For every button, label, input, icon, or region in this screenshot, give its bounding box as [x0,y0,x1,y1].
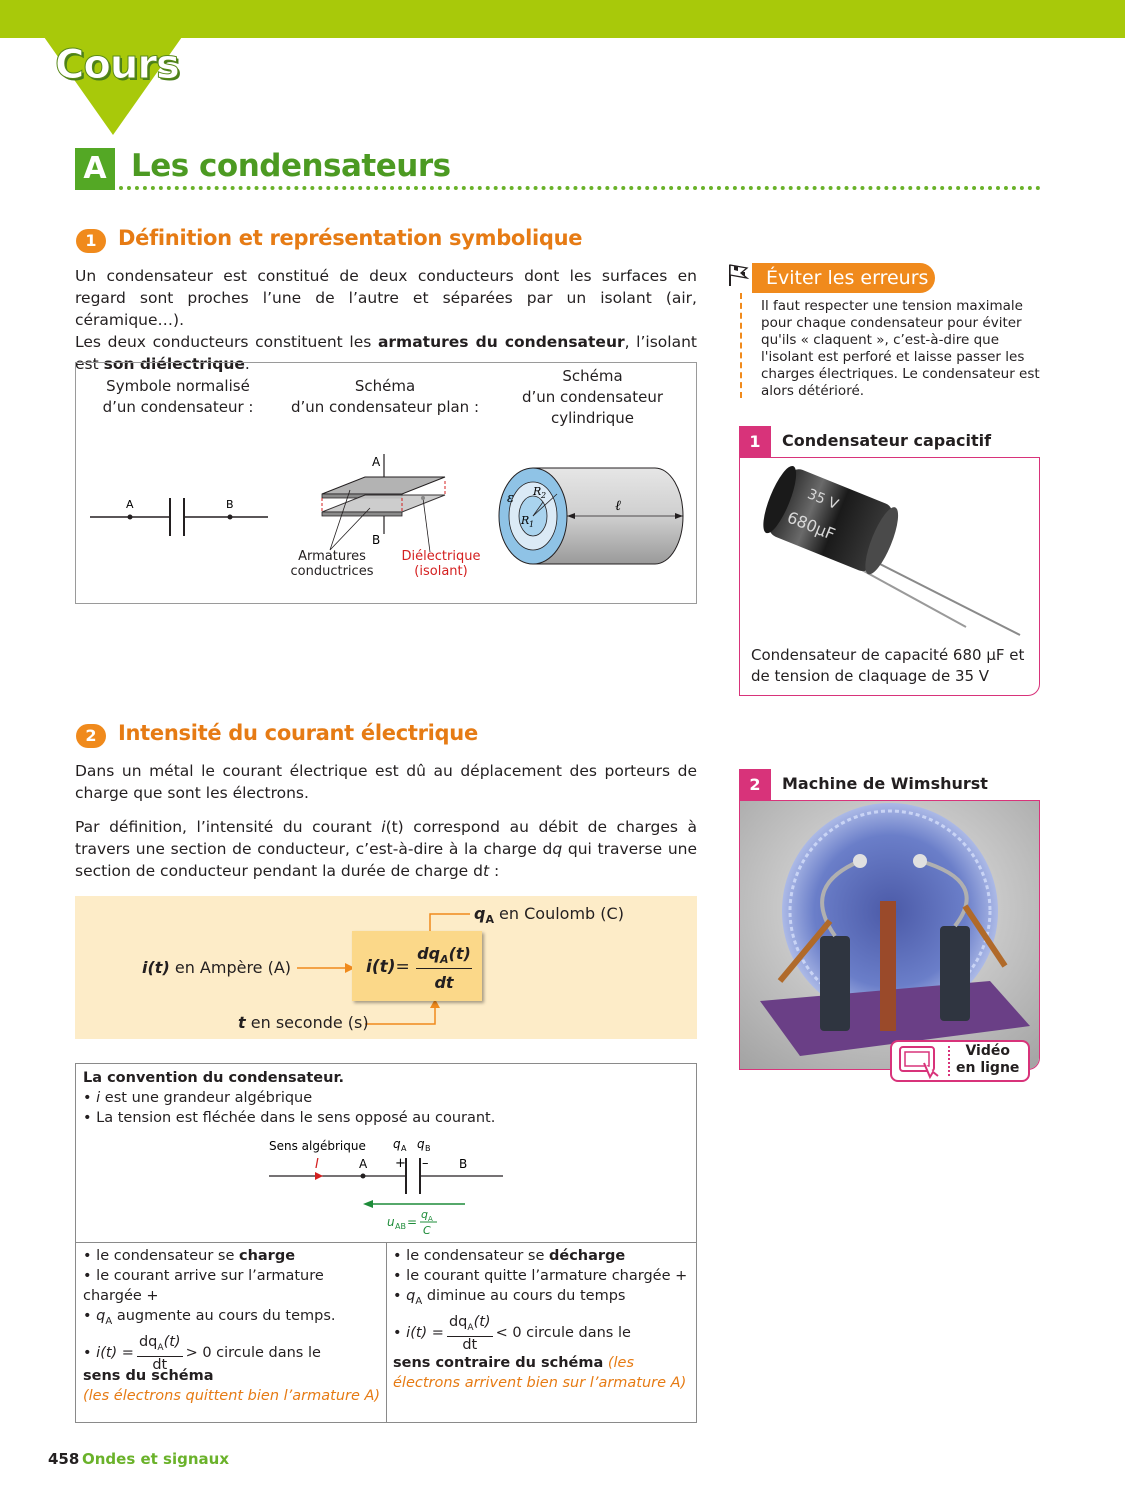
section-divider [119,186,1041,190]
node-B: B [459,1157,468,1171]
current-I: I [315,1157,319,1172]
doc-2-title: Machine de Wimshurst [782,774,988,793]
formula-lhs: i(t)= [366,957,410,977]
svg-text:AB: AB [395,1222,406,1231]
avoid-errors-rule [740,293,742,398]
convention-circuit [265,1134,510,1239]
charge-column: • le condensateur se charge • le courant arrive sur l’armature chargée + • $q_A$ augmente au cours du temps. • i(t) = $dq_A(t)$ dt > 0 circule dans le [83,1248,336,1373]
sens-algebrique: Sens algébrique [269,1139,366,1153]
svg-text:q: q [393,1137,401,1151]
subsection-2-paragraph-2: Par définition, l’intensité du courant i(t) correspond au débit de charges à travers une section de conducteur, c’est-à-dire à la charge dq qui traverse une section de conducteur pendant la durée de charge dt : [75,818,697,880]
capacitor-photo [752,465,1037,645]
cylinder-label: Schéma d’un condensateur cylindrique [521,367,664,427]
discharge-column: • le condensateur se décharge • le courant quitte l’armature chargée + • $q_A$ diminue au cours du temps • i(t) = $dq_A(t)$ dt < 0 circule dans le sens contraire du schéma (les électrons arrivent bien sur l’armature A) [393,1248,688,1391]
page-number: 458 [48,1450,80,1468]
doc-1-caption: Condensateur de capacité 680 µF et de tension de claquage de 35 V [751,646,1025,685]
svg-text:B: B [425,1144,431,1153]
formula-denominator: dt [434,973,454,992]
svg-text:=: = [407,1215,418,1229]
cap-voltage: 35 V [804,486,841,514]
convention-column-divider [386,1242,387,1423]
symbol-A: A [126,498,134,511]
doc-1-number: 1 [739,426,771,458]
video-divider [948,1046,950,1076]
formula-fraction-bar [416,968,472,969]
epsilon: ε [507,491,514,506]
symbol-B: B [226,498,234,511]
t-unit-label: t en seconde (s) [238,1013,369,1032]
svg-text:q: q [421,1208,428,1221]
charge-sens-bold: sens du schéma [83,1368,214,1384]
convention-intro: La convention du condensateur. • i est une grandeur algébrique • La tension est fléchée dans le sens opposé au courant. [83,1070,496,1126]
length-ell: ℓ [615,498,621,514]
cylinder-capacitor [495,462,690,572]
section-title: Les condensateurs [131,148,451,184]
doc-2-frame [739,800,1040,1070]
doc-1-title: Condensateur capacitif [782,431,992,450]
flag-icon [725,262,751,288]
subsection-2-paragraph-1: Dans un métal le courant électrique est dû au déplacement des porteurs de charge que sont les électrons. [75,762,697,802]
avoid-errors-badge: Éviter les erreurs [752,263,935,293]
svg-text:A: A [428,1215,433,1223]
subsection-1-number: 1 [76,229,106,253]
i-unit-label: i(t) en Ampère (A) [142,958,292,977]
capacitor-symbol [88,490,270,540]
doc-2-number: 2 [739,769,771,801]
q-unit-label: $q_A$ en Coulomb (C) [474,904,624,927]
plane-A: A [372,455,381,469]
section-letter: A [75,148,115,190]
subsection-2-number: 2 [76,724,106,748]
wimshurst-photo [740,801,1040,1070]
dielectric-label: Diélectrique (isolant) [401,549,481,579]
r1: R [521,514,530,527]
formula-numerator: $dq_A(t)$ [417,944,471,967]
svg-text:C: C [423,1224,431,1237]
svg-text:+: + [395,1156,406,1171]
svg-text:2: 2 [541,491,547,500]
r2: R [533,485,542,498]
chapter-title: Ondes et signaux [82,1450,230,1468]
node-A: A [359,1157,368,1171]
svg-text:–: – [422,1156,429,1171]
plane-B: B [372,533,381,547]
svg-text:A: A [401,1144,407,1153]
symbol-label: Symbole normalisé d’un condensateur : [102,377,254,416]
armatures-label: Armatures conductrices [290,549,374,579]
subsection-2-title: Intensité du courant électrique [118,721,478,745]
svg-text:u: u [387,1215,395,1229]
video-screen-icon[interactable] [898,1045,942,1079]
svg-text:q: q [417,1137,425,1151]
cours-label: Cours [55,42,179,88]
plane-label: Schéma d’un condensateur plan : [290,377,480,416]
subsection-1-paragraph: Un condensateur est constitué de deux conducteurs dont les surfaces en regard sont proches l’une de l’autre et séparées par un isolant (air, céramique…). Les deux conducteurs constituent les armatures du condensateur, l’isolant est son diélectrique. [75,267,697,373]
video-online-label[interactable]: Vidéo en ligne [956,1043,1020,1076]
subsection-1-title: Définition et représentation symbolique [118,226,583,250]
avoid-errors-text: Il faut respecter une tension maximale pour chaque condensateur pour éviter qu'ils « claquent », c’est-à-dire que l'isolant est perforé et laisse passer les charges électriques. Le condensateur est alors détérioré. [761,298,1040,399]
cap-capacity: 680µF [784,507,838,544]
charge-note: (les électrons quittent bien l’armature A) [83,1388,381,1404]
svg-text:1: 1 [529,520,535,529]
